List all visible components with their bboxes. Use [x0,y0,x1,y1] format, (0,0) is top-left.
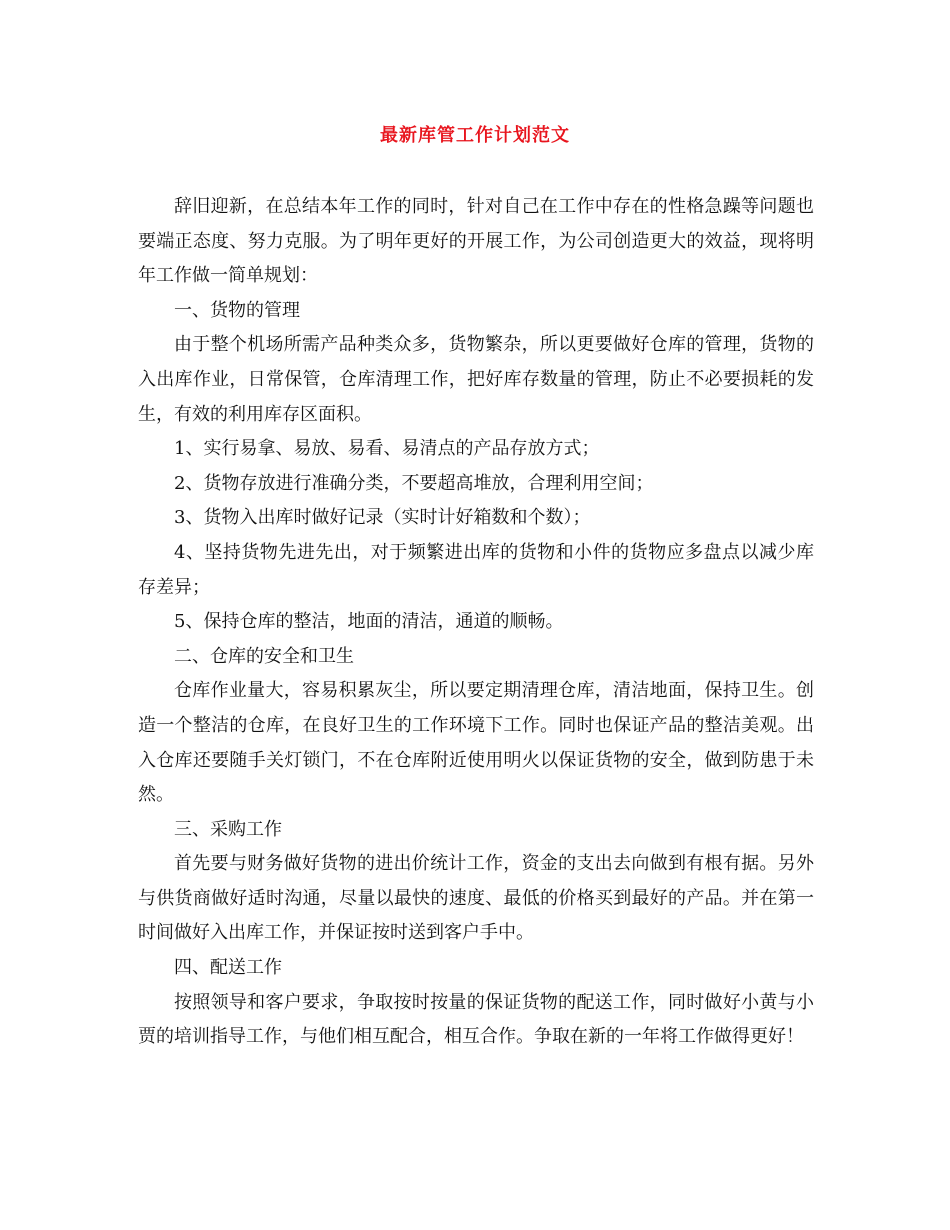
section-heading-safety-hygiene: 二、仓库的安全和卫生 [174,645,354,667]
paragraph-procurement: 首先要与财务做好货物的进出价统计工作，资金的支出去向做到有根有据。另外与供货商做好适时沟通，尽量以最快的速度、最低的价格买到最好的产品。并在第一时间做好入出库工作，并保证按时送到客户手中。 [138,853,814,944]
paragraph-goods-management: 由于整个机场所需产品种类众多，货物繁杂，所以更要做好仓库的管理，货物的入出库作业，日常保管，仓库清理工作，把好库存数量的管理，防止不必要损耗的发生，有效的利用库存区面积。 [138,334,814,425]
section-heading-procurement: 三、采购工作 [174,818,282,840]
paragraph-safety-hygiene: 仓库作业量大，容易积累灰尘，所以要定期清理仓库，清洁地面，保持卫生。创造一个整洁的仓库，在良好卫生的工作环境下工作。同时也保证产品的整洁美观。出入仓库还要随手关灯锁门，不在仓库附近使用明火以保证货物的安全，做到防患于未然。 [138,680,814,806]
document-body [138,190,814,1055]
paragraph-intro: 辞旧迎新，在总结本年工作的同时，针对自己在工作中存在的性格急躁等问题也要端正态度、努力克服。为了明年更好的开展工作，为公司创造更大的效益，现将明年工作做一简单规划： [138,196,814,287]
list-item-3: 3、货物入出库时做好记录（实时计好箱数和个数）； [174,507,591,529]
list-item-2: 2、货物存放进行准确分类，不要超高堆放，合理利用空间； [174,472,654,494]
section-heading-delivery: 四、配送工作 [174,957,282,979]
list-item-4: 4、坚持货物先进先出，对于频繁进出库的货物和小件的货物应多盘点以减少库存差异； [138,541,814,598]
section-heading-goods-management: 一、货物的管理 [174,299,300,321]
list-item-5: 5、保持仓库的整洁，地面的清洁，通道的顺畅。 [174,611,564,633]
list-item-1: 1、实行易拿、易放、易看、易清点的产品存放方式； [174,438,600,460]
document-title: 最新库管工作计划范文 [380,125,570,146]
paragraph-delivery: 按照领导和客户要求，争取按时按量的保证货物的配送工作，同时做好小黄与小贾的培训指导工作，与他们相互配合，相互合作。争取在新的一年将工作做得更好！ [138,991,814,1048]
